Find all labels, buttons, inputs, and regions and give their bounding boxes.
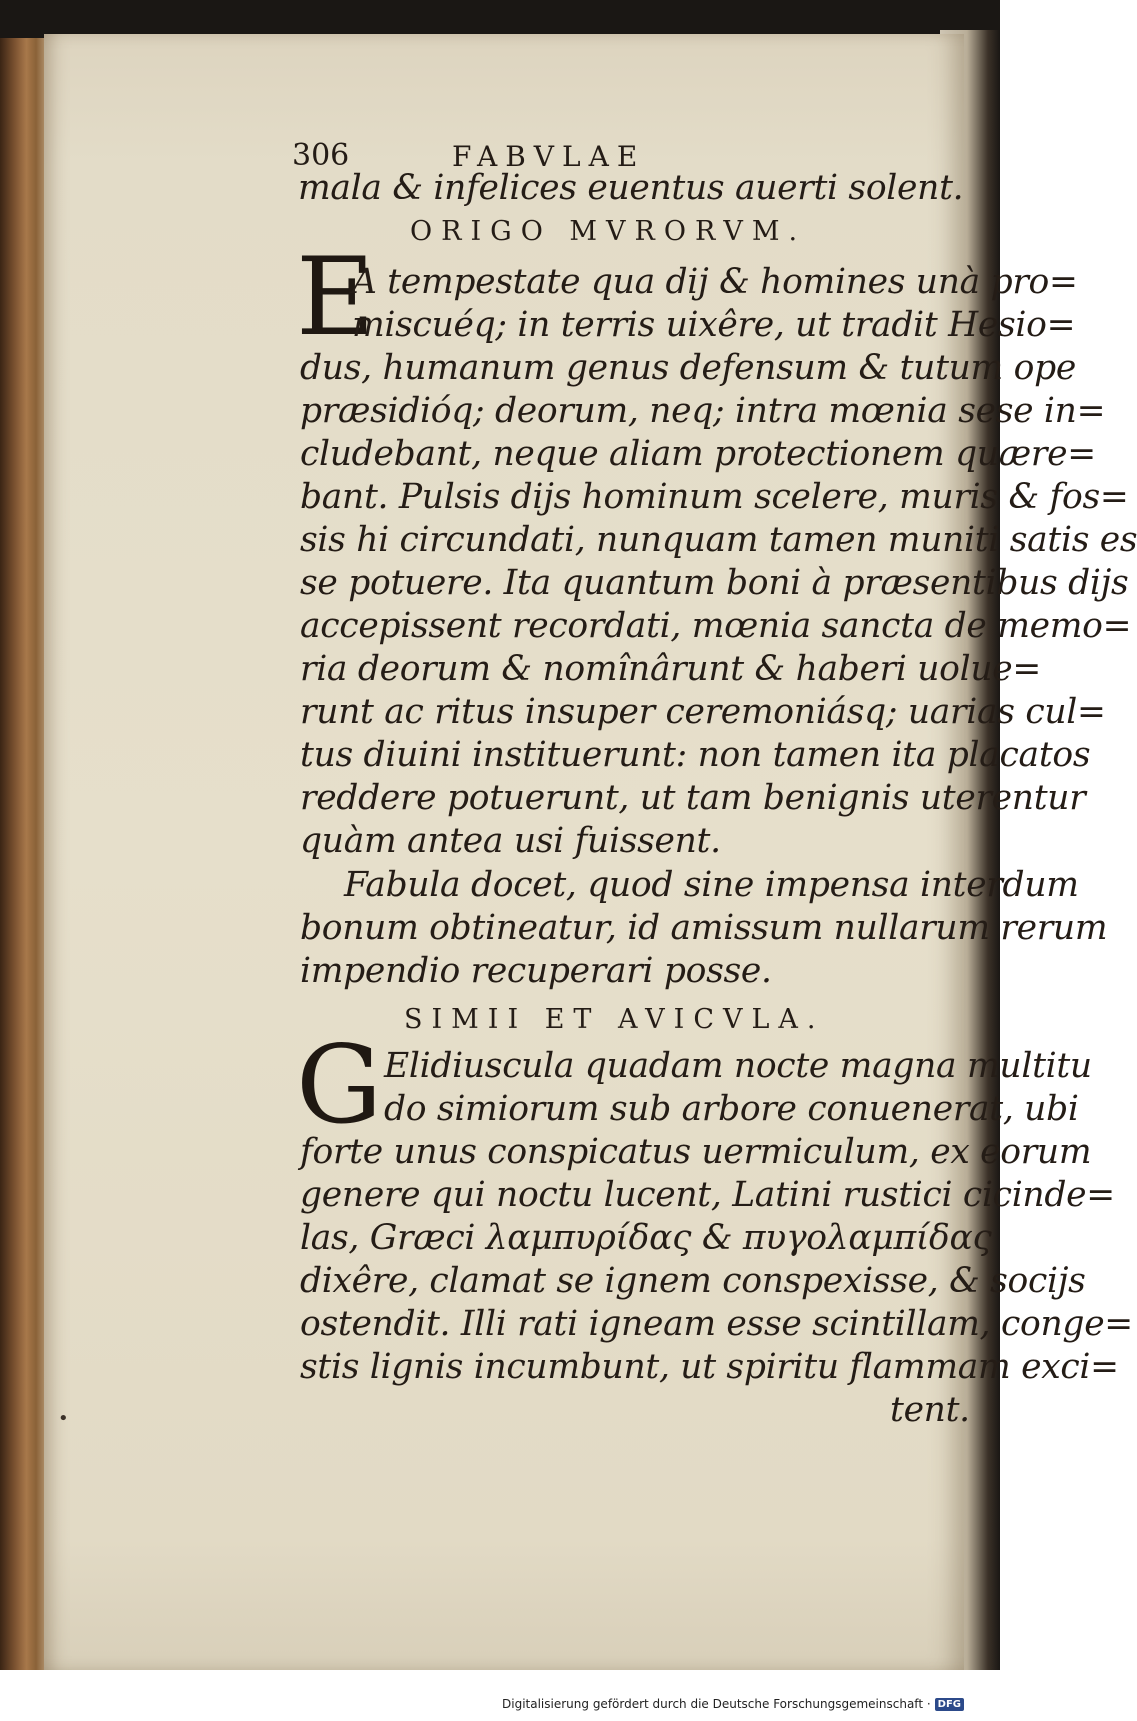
text-line: quàm antea usi fuissent. bbox=[300, 821, 721, 861]
text-line: ria deorum & nomînârunt & haberi uolue= bbox=[300, 649, 1042, 689]
text-line: cludebant, neque aliam protectionem quære= bbox=[300, 434, 1096, 474]
text-line: se potuere. Ita quantum boni à præsentibus dijs bbox=[300, 563, 1129, 603]
text-line: accepissent recordati, mœnia sancta de memo= bbox=[300, 606, 1132, 646]
moral-line: bonum obtineatur, id amissum nullarum rerum bbox=[300, 908, 1108, 948]
text-line: Elidiuscula quadam nocte magna multitu bbox=[384, 1046, 1092, 1086]
text-line: stis lignis incumbunt, ut spiritu flammam exci= bbox=[300, 1347, 1119, 1387]
section-heading-origo-murorum: ORIGO MVRORVM. bbox=[410, 216, 807, 247]
moral-line: Fabula docet, quod sine impensa interdum bbox=[344, 865, 1079, 905]
text-line: genere qui noctu lucent, Latini rustici cicinde= bbox=[300, 1175, 1115, 1215]
text-line: las, Græci λαμπυρίδας & πυγολαμπίδας bbox=[300, 1218, 992, 1258]
text-line: præsidióq; deorum, neq; intra mœnia sese in= bbox=[300, 391, 1106, 431]
text-line: dus, humanum genus defensum & tutum ope bbox=[300, 348, 1077, 388]
text-line: A tempestate qua dij & homines unà pro= bbox=[352, 262, 1078, 302]
text-line: miscuéq; in terris uixêre, ut tradit Hesio= bbox=[352, 305, 1076, 345]
drop-cap-e: E bbox=[296, 235, 375, 360]
book-page-edges bbox=[0, 38, 48, 1670]
dfg-logo: DFG bbox=[935, 1698, 964, 1711]
text-line: dixêre, clamat se ignem conspexisse, & socijs bbox=[300, 1261, 1086, 1301]
section-heading-simii-et-auicula: SIMII ET AVICVLA. bbox=[404, 1004, 825, 1035]
catchword: tent. bbox=[890, 1390, 970, 1430]
ink-speck: • bbox=[58, 1408, 69, 1429]
text-line: ostendit. Illi rati igneam esse scintillam, conge= bbox=[300, 1304, 1133, 1344]
digitization-credit bbox=[502, 1697, 964, 1711]
text-line: sis hi circundati, nunquam tamen muniti satis es bbox=[300, 520, 1137, 560]
text-line: runt ac ritus insuper ceremoniásq; uarias cul= bbox=[300, 692, 1106, 732]
text-line: forte unus conspicatus uermiculum, ex eorum bbox=[300, 1132, 1092, 1172]
credit-text: Digitalisierung gefördert durch die Deutsche Forschungsgemeinschaft · bbox=[502, 1697, 931, 1711]
text-line: reddere potuerunt, ut tam benignis uterentur bbox=[300, 778, 1086, 818]
running-title: FABVLAE bbox=[452, 140, 646, 173]
page-number: 306 bbox=[292, 138, 350, 173]
drop-cap-g: G bbox=[296, 1023, 383, 1148]
text-line: do simiorum sub arbore conuenerat, ubi bbox=[384, 1089, 1079, 1129]
moral-line: impendio recuperari posse. bbox=[300, 951, 772, 991]
text-line: bant. Pulsis dijs hominum scelere, muris & fos= bbox=[300, 477, 1129, 517]
footer-band bbox=[0, 1670, 1000, 1721]
carryover-line: mala & infelices euentus auerti solent. bbox=[298, 168, 964, 208]
text-line: tus diuini instituerunt: non tamen ita placatos bbox=[300, 735, 1091, 775]
